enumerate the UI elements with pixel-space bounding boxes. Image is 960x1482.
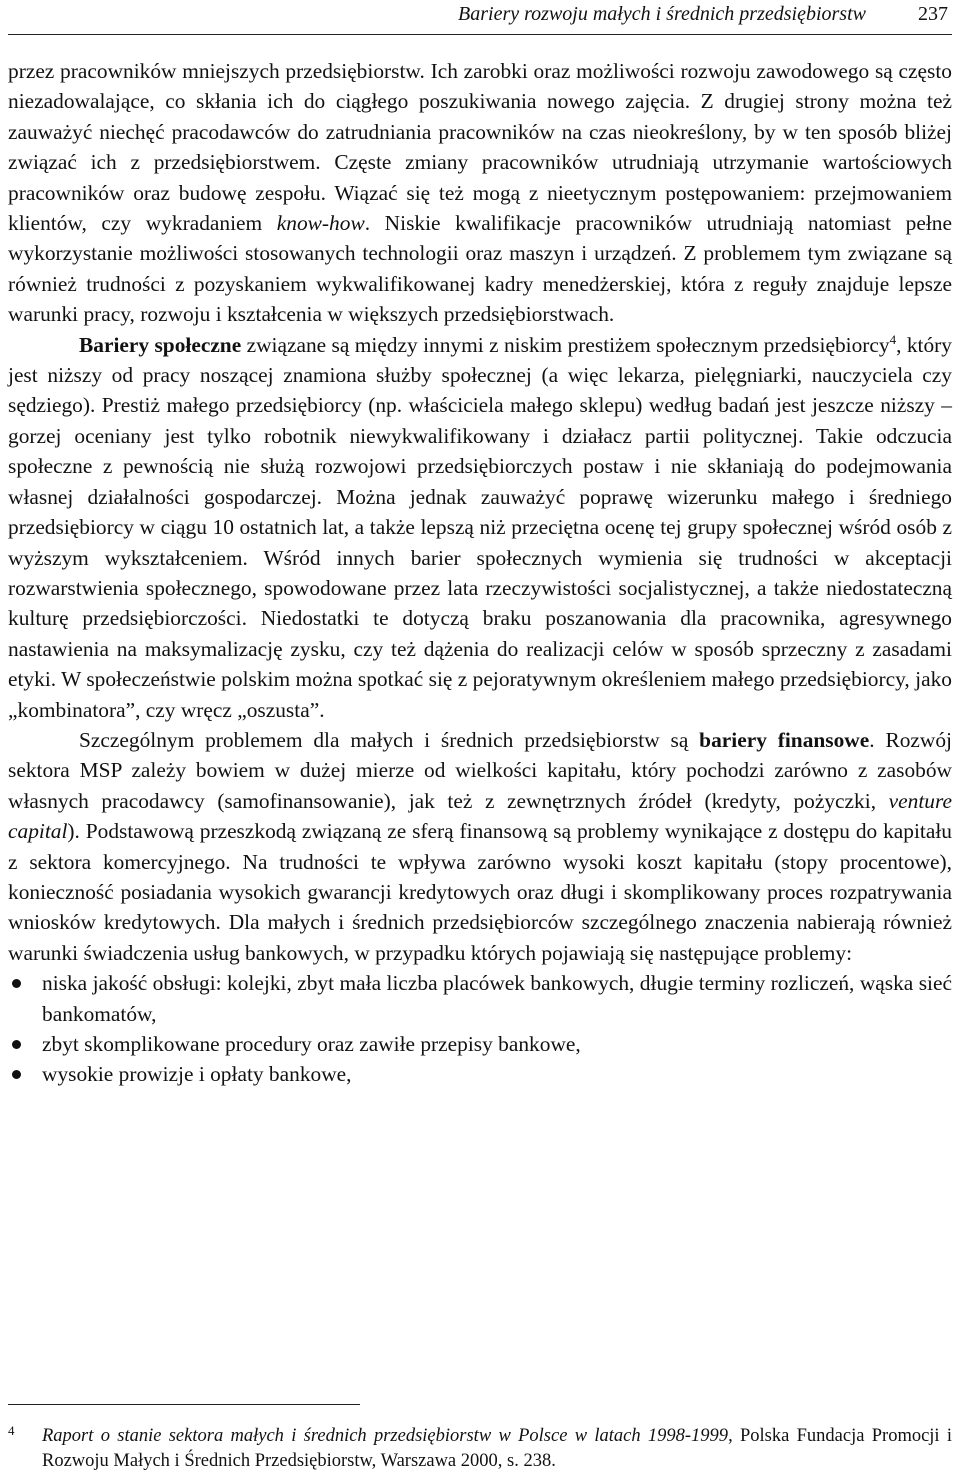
paragraph-2-text-a: związane są między innymi z niskim prestiżem społecznym przedsiębiorcy <box>241 332 890 357</box>
header-title: Bariery rozwoju małych i średnich przedsiębiorstw <box>458 3 866 25</box>
footnote-text: , Polska Fundacja Promocji i Rozwoju Małych i Średnich Przedsiębiorstw, Warszawa 2000, s. 238. <box>42 1426 953 1471</box>
footnote <box>8 1424 952 1474</box>
page-number: 237 <box>918 3 948 25</box>
paragraph-3-text-c: ). Podstawową przeszkodą związaną ze sferą finansową są problemy wynikające z dostępu do kapitału z sektora komercyjnego. Na trudności te wpływa zarówno wysoki koszt kapitału (stopy procentowe), konieczność posiadania wysokich gwarancji kredytowych oraz długi i skomplikowany proces rozpatrywania wniosków kredytowych. Dla małych i średnich przedsiębiorców szczególnego znaczenia nabierają również warunki świadczenia usług bankowych, w przypadku których pojawiają się następujące problemy: <box>8 819 952 965</box>
bullet-icon <box>12 1040 21 1049</box>
paragraph-3 <box>8 725 952 968</box>
list-item-text: zbyt skomplikowane procedury oraz zawiłe przepisy bankowe, <box>42 1032 581 1056</box>
paragraph-1-text-a: przez pracowników mniejszych przedsiębiorstw. Ich zarobki oraz możliwości rozwoju zawodowego są często niezadowalające, co skłania ich do ciągłego poszukiwania nowego zajęcia. Z drugiej strony można też zauważyć niechęć pracodawców do zatrudniania pracowników na czas nieokreślony, by w ten sposób bliżej związać ich z przedsiębiorstwem. Częste zmiany pracowników utrudniają utrzymanie wartościowych pracowników oraz budowę zespołu. Wiązać się też mogą z nieetycznym postępowaniem: przejmowaniem klientów, czy wykradaniem <box>8 59 952 236</box>
bullet-icon <box>12 1070 21 1079</box>
paragraph-2-text-b: , który jest niższy od pracy noszącej znamiona służby społecznej (a więc lekarza, pielęgniarki, nauczyciela czy sędziego). Prestiż małego przedsiębiorcy (np. właściciela małego sklepu) według badań jest jeszcze niższy – gorzej oceniany jest tylko robotnik niewykwalifikowany i działacz partii politycznej. Takie odczucia społeczne z pewnością nie służą rozwojowi przedsiębiorczych postaw i nie skłaniają do podejmowania własnej działalności gospodarczej. Można jednak zauważyć poprawę wizerunku małego i średniego przedsiębiorcy w ciągu 10 ostatnich lat, a także lepszą niż przeciętna ocenę tej grupy społecznej wśród osób z wyższym wykształceniem. Wśród innych barier społecznych wymienia się trudności w akceptacji rozwarstwienia społecznego, spowodowane przez lata rzeczywistości socjalistycznej, a także niedostateczną kulturę przedsiębiorczości. Niedostatki te dotyczą braku poszanowania dla pracownika, agresywnego nastawienia na maksymalizację zysku, czy też dążenia do realizacji celów w sposób sprzeczny z zasadami etyki. W społeczeństwie polskim można spotkać się z pejoratywnym określeniem małego przedsiębiorcy, jako „kombinatora”, czy wręcz „oszusta”. <box>8 332 952 722</box>
paragraph-3-text-b: . Rozwój sektora MSP zależy bowiem w dużej mierze od wielkości kapitału, który pochodzi zarówno z zasobów własnych pracodawcy (samofinansowanie), jak też z zewnętrznych źródeł (kredyty, pożyczki, <box>8 727 952 813</box>
footnote-number: 4 <box>8 1423 15 1438</box>
footnote-divider <box>8 1404 360 1405</box>
venture-capital-term: venture capital <box>8 788 952 844</box>
list-item <box>8 968 952 1029</box>
know-how-term: know-how <box>276 211 365 236</box>
paragraph-3-text-a: Szczególnym problemem dla małych i średnich przedsiębiorstw są <box>79 727 700 752</box>
footnote-reference[interactable]: 4 <box>889 331 897 347</box>
financial-barriers-heading: bariery finansowe <box>699 727 870 752</box>
list-item <box>8 1059 952 1089</box>
paragraph-1-text-b: . Niskie kwalifikacje pracowników utrudniają natomiast pełne wykorzystanie możliwości stosowanych technologii oraz maszyn i urządzeń. Z problemem tym związane są również trudności z pozyskaniem wykwalifikowanej kadry menedżerskiej, która z reguły znajduje lepsze warunki pracy, rozwoju i kształcenia w większych przedsiębiorstwach. <box>8 211 952 327</box>
paragraph-2 <box>8 330 952 725</box>
running-header <box>8 0 952 35</box>
list-item-text: wysokie prowizje i opłaty bankowe, <box>42 1062 352 1087</box>
body-text <box>8 56 952 1090</box>
footnote-body <box>8 1424 952 1474</box>
list-item-text: niska jakość obsługi: kolejki, zbyt mała liczba placówek bankowych, długie terminy rozliczeń, wąska sieć bankomatów, <box>42 971 952 1026</box>
bullet-icon <box>12 979 21 988</box>
list-item <box>8 1029 952 1059</box>
banking-problems-list <box>8 968 952 1090</box>
paragraph-1 <box>8 56 952 330</box>
footnote-report-title: Raport o stanie sektora małych i średnich przedsiębiorstw w Polsce w latach 1998-1999 <box>42 1426 729 1446</box>
social-barriers-heading: Bariery społeczne <box>79 332 242 357</box>
